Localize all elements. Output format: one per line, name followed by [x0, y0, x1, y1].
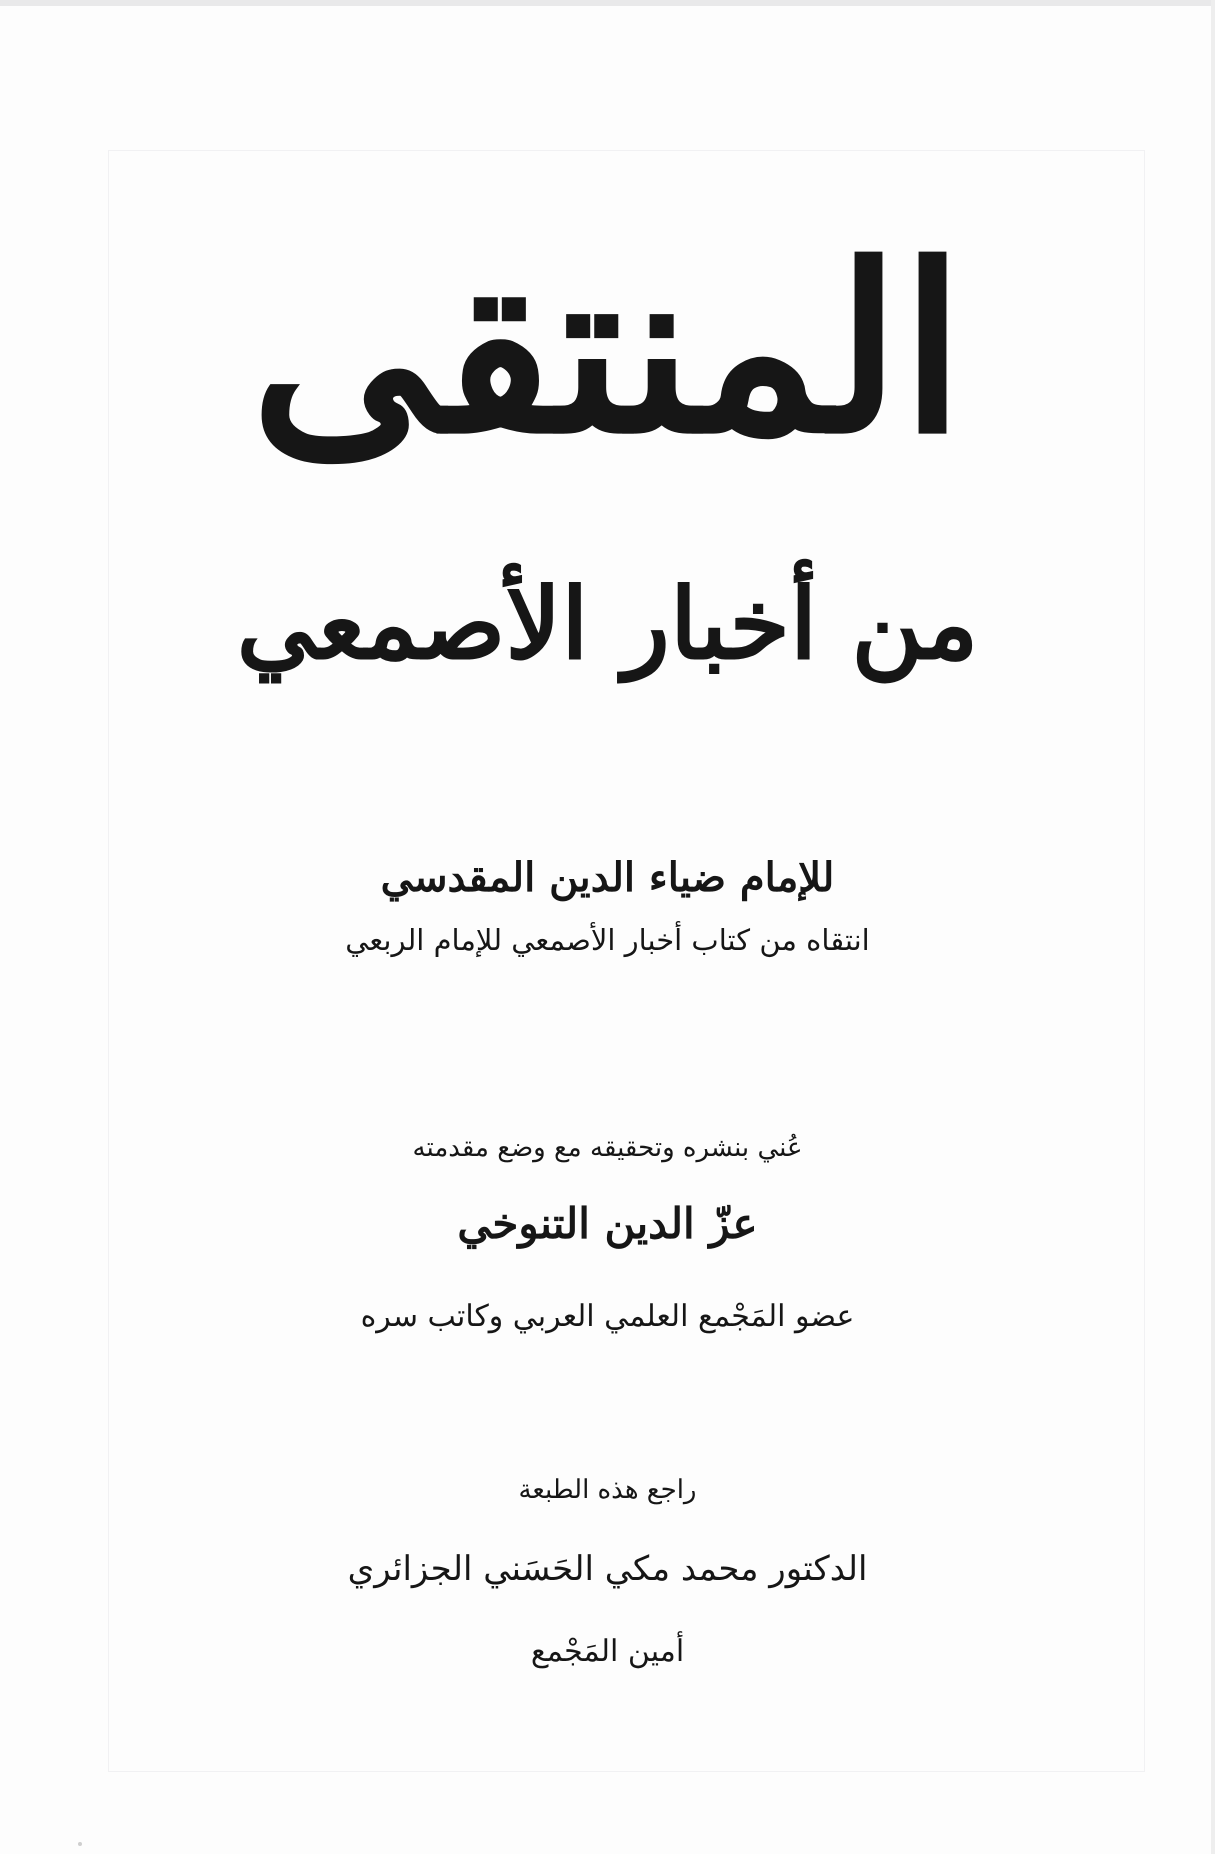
- book-title: المنتقى: [250, 215, 965, 485]
- source-note: انتقاه من كتاب أخبار الأصمعي للإمام الربعي: [345, 923, 870, 957]
- editor-name: عزّ الدين التنوخي: [457, 1199, 758, 1248]
- editor-intro: عُني بنشره وتحقيقه مع وضع مقدمته: [412, 1133, 803, 1163]
- reviewer-name: الدكتور محمد مكي الحَسَني الجزائري: [347, 1549, 868, 1589]
- scan-top-edge: [0, 0, 1215, 6]
- reviewer-role: أمين المَجْمع: [530, 1634, 685, 1669]
- editor-role: عضو المَجْمع العلمي العربي وكاتب سره: [360, 1299, 855, 1334]
- scan-speck: [78, 1842, 82, 1846]
- author-line: للإمام ضياء الدين المقدسي: [380, 854, 835, 901]
- book-subtitle: من أخبار الأصمعي: [236, 567, 979, 682]
- reviewer-intro: راجع هذه الطبعة: [518, 1475, 697, 1505]
